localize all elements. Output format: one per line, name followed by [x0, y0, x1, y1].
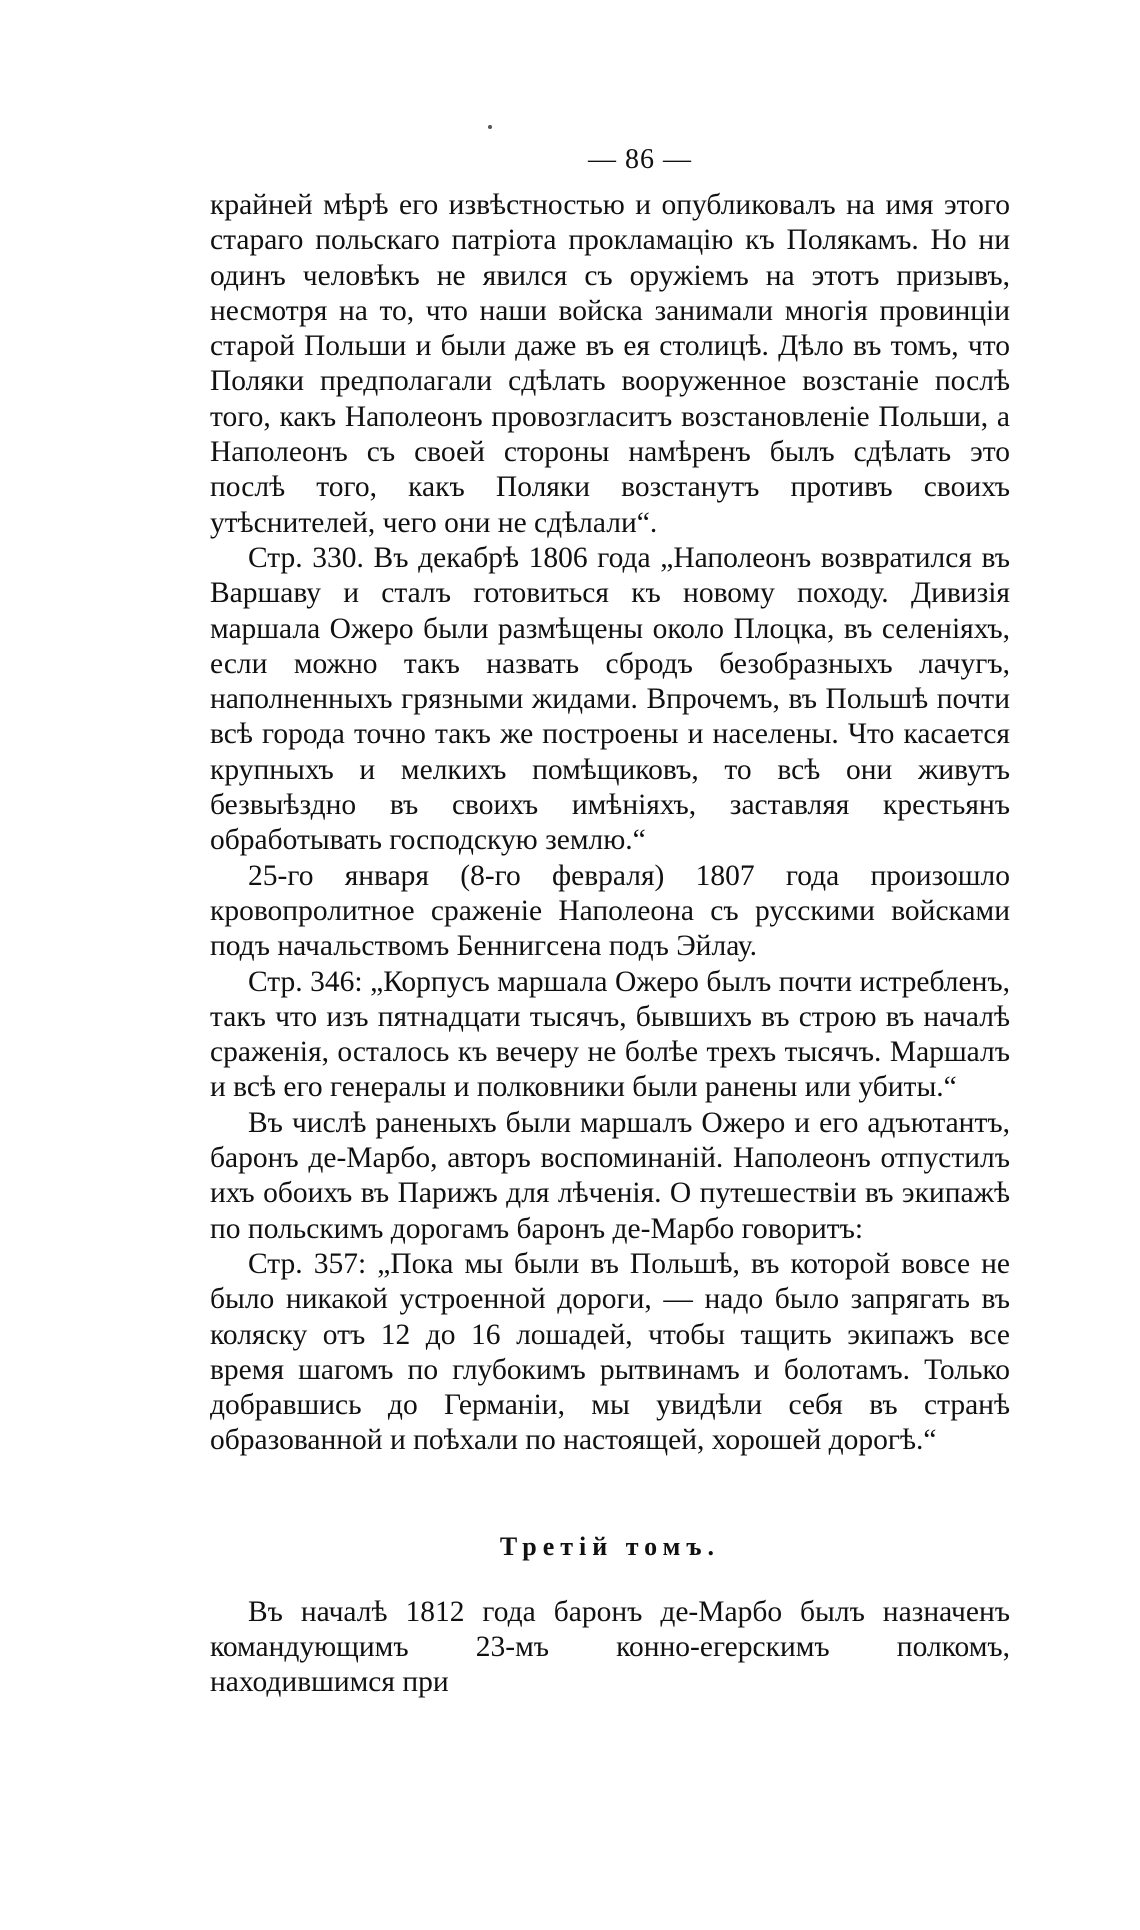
paragraph-quote-page-346: Стр. 346: „Корпусъ маршала Ожеро былъ почти истребленъ, такъ что изъ пятнадцати тысячъ, бывшихъ въ строю въ началѣ сраженія, осталось къ вечеру не болѣе трехъ тысячъ. Маршалъ и всѣ его генералы и полковники были ранены или убиты.“: [210, 965, 1010, 1104]
page-body: [210, 140, 1010, 1701]
paragraph-continuation: крайней мѣрѣ его извѣстностью и опубликовалъ на имя этого стараго польскаго патріота прокламацію къ Полякамъ. Но ни одинъ человѣкъ не явился съ оружіемъ на этотъ призывъ, несмотря на то, что наши войска занимали многія провинціи старой Польши и были даже въ ея столицѣ. Дѣло въ томъ, что Поляки предполагали сдѣлать вооруженное возстаніе послѣ того, какъ Наполеонъ провозгласитъ возстановленіе Польши, а Наполеонъ съ своей стороны намѣренъ былъ сдѣлать это послѣ того, какъ Поляки возстанутъ противъ своихъ утѣснителей, чего они не сдѣлали“.: [210, 189, 1010, 539]
section-heading: Третій томъ.: [499, 1531, 721, 1561]
paragraph-quote-page-330: Стр. 330. Въ декабрѣ 1806 года „Наполеонъ возвратился въ Варшаву и сталъ готовиться къ новому походу. Дивизія маршала Ожеро были размѣщены около Плоцка, въ селеніяхъ, если можно такъ назвать сбродъ безобразныхъ лачугъ, наполненныхъ грязными жидами. Впрочемъ, въ Польшѣ почти всѣ города точно такъ же построены и населены. Что касается крупныхъ и мелкихъ помѣщиковъ, то всѣ они живутъ безвыѣздно въ своихъ имѣніяхъ, заставляя крестьянъ обработывать господскую землю.“: [210, 541, 1010, 857]
paragraph-1812: Въ началѣ 1812 года баронъ де-Марбо былъ назначенъ командующимъ 23-мъ конно-егерскимъ полкомъ, находившимся при: [210, 1595, 1010, 1699]
print-speck: [488, 125, 492, 129]
page-number: — 86 —: [588, 144, 692, 175]
paragraph-eylau-battle: 25-го января (8-го февраля) 1807 года произошло кровопролитное сраженіе Наполеона съ русскими войсками подъ начальствомъ Беннигсена подъ Эйлау.: [210, 859, 1010, 963]
paragraph-wounded: Въ числѣ раненыхъ были маршалъ Ожеро и его адъютантъ, баронъ де-Марбо, авторъ воспоминаній. Наполеонъ отпустилъ ихъ обоихъ въ Парижъ для лѣченія. О путешествіи въ экипажѣ по польскимъ дорогамъ баронъ де-Марбо говоритъ:: [210, 1106, 1010, 1245]
paragraph-quote-page-357: Стр. 357: „Пока мы были въ Польшѣ, въ которой вовсе не было никакой устроенной дороги, — надо было запрягать въ коляску отъ 12 до 16 лошадей, чтобы тащить экипажъ все время шагомъ по глубокимъ рытвинамъ и болотамъ. Только добравшись до Германіи, мы увидѣли себя въ странѣ образованной и поѣхали по настоящей, хорошей дорогѣ.“: [210, 1247, 1010, 1457]
